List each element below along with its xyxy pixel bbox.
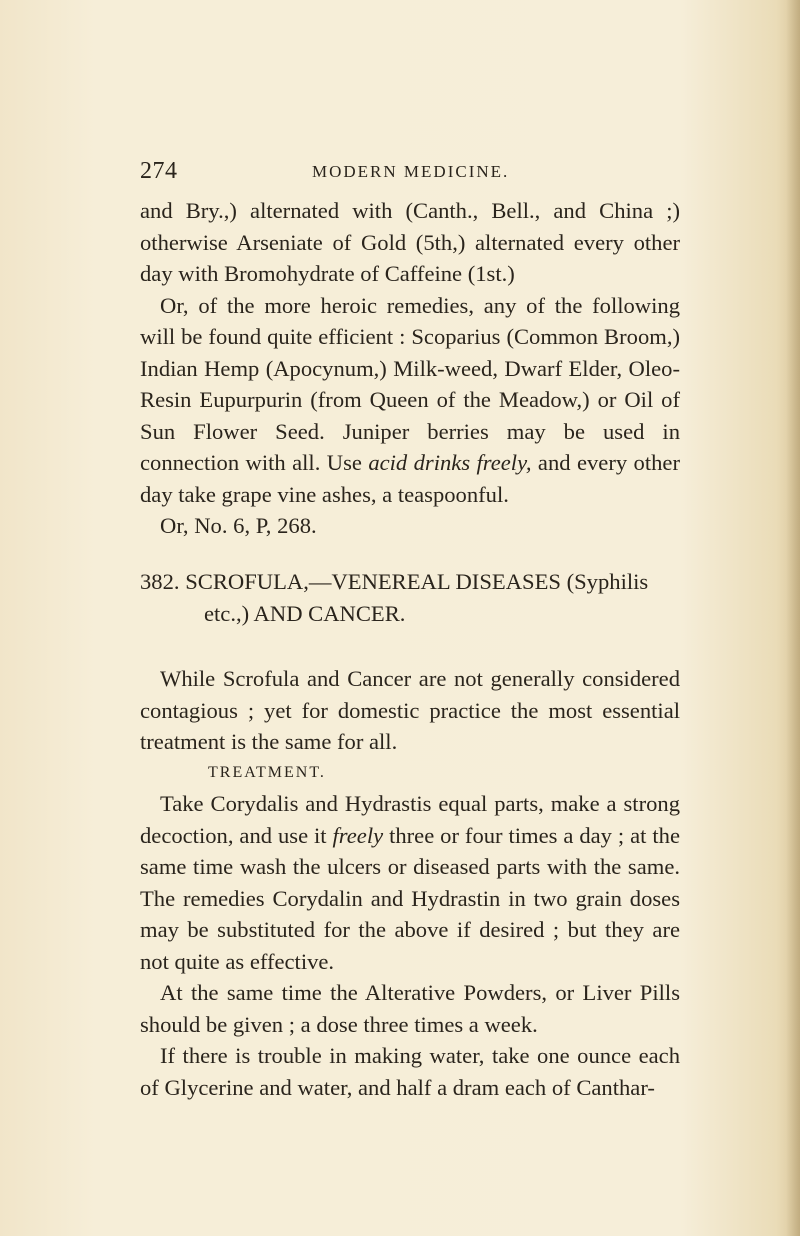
page-edge-shadow [786, 0, 800, 1236]
paragraph-treatment [140, 788, 680, 977]
running-title: MODERN MEDICINE. [312, 162, 510, 181]
paragraph-text: and every other day take grape vine ashes, a teaspoonful. [140, 450, 680, 507]
section-heading-line: etc.,) AND CANCER. [204, 600, 406, 626]
treatment-subheading: TREATMENT. [208, 764, 326, 781]
section-heading [140, 566, 680, 629]
paragraph-water-trouble: If there is trouble in making water, take one ounce each of Glycerine and water, and half a dram each of Canthar- [140, 1043, 680, 1100]
section-heading-line: 382. SCROFULA,—VENEREAL DISEASES (Syphilis [140, 569, 649, 594]
paragraph-reference: Or, No. 6, P, 268. [160, 513, 317, 538]
running-head [140, 158, 680, 188]
treatment-text [140, 788, 680, 1103]
paragraph-text: Or, of the more heroic remedies, any of the following will be found quite efficient : Scoparius (Common Broom,) Indian Hemp (Apocynum,) Milk-weed, Dwarf Elder, Oleo-Resin Eupurpurin (from Queen of the Meadow,) or Oil of Sun Flower Seed. Juniper berries may be used in connection with all. Use [140, 292, 680, 475]
paragraph-intro: While Scrofula and Cancer are not generally considered contagious ; yet for domestic practice the most essential treatment is the same for all. [140, 666, 680, 754]
emphasis-text: freely [332, 822, 384, 848]
paragraph-text: Take Corydalis and Hydrastis equal parts, make a strong decoction, and use it [140, 791, 680, 848]
page-number: 274 [140, 158, 178, 184]
paragraph-alterative: At the same time the Alterative Powders, or Liver Pills should be given ; a dose three times a week. [140, 980, 680, 1037]
paragraph: and Bry.,) alternated with (Canth., Bell., and China ;) otherwise Arseniate of Gold (5th,) alternated every other day with Bromohydrate of Caffeine (1st.) [140, 198, 680, 286]
section-intro [140, 663, 680, 758]
section-continued-text [140, 195, 680, 542]
paragraph-text: three or four times a day ; at the same time wash the ulcers or diseased parts with the same. The remedies Corydalin and Hydrastin in two grain doses may be substituted for the above if desired ; but they are not quite as effective. [140, 822, 680, 974]
paragraph-heroic-remedies [140, 290, 680, 511]
emphasis-text: acid drinks freely, [368, 450, 532, 475]
